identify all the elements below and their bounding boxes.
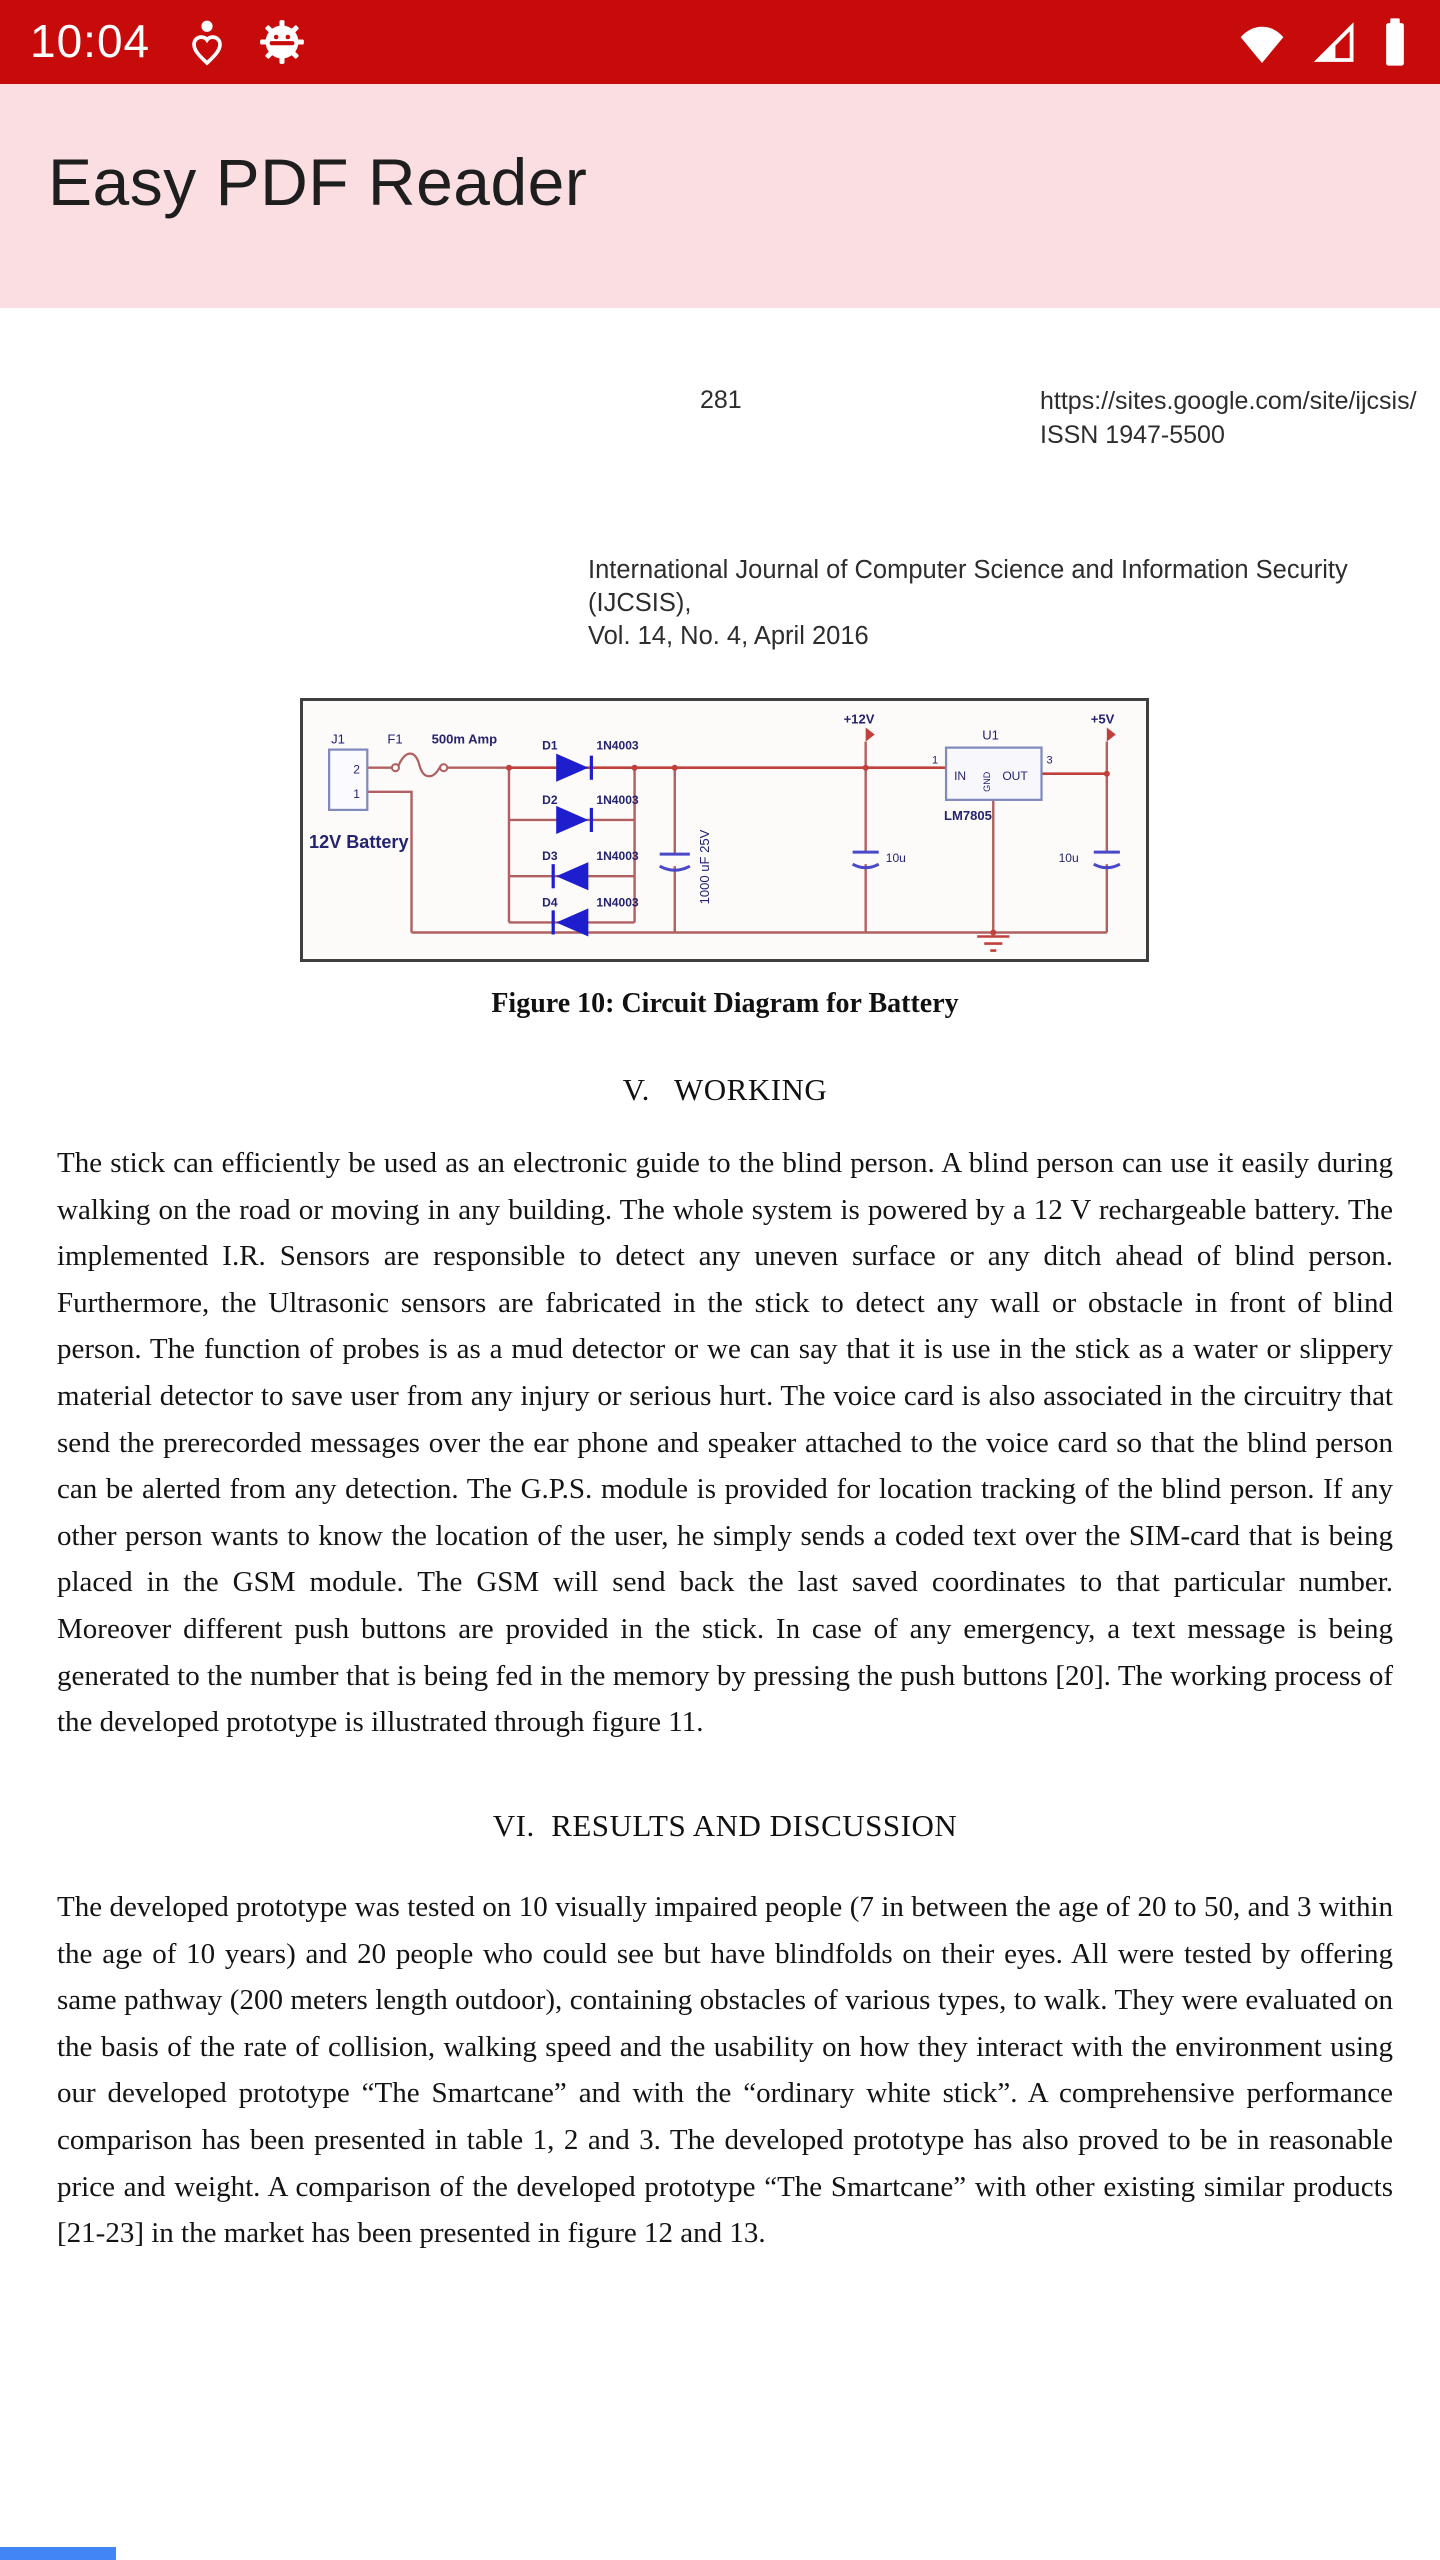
label-d3-type: 1N4003: [596, 849, 639, 864]
status-bar: [0, 0, 1440, 84]
label-reg-pin1: 1: [931, 754, 939, 767]
label-reg-in: IN: [954, 768, 967, 783]
figure-caption: Figure 10: Circuit Diagram for Battery: [491, 988, 959, 1019]
label-cap-main: 1000 uF 25V: [696, 829, 712, 905]
label-reg-out: OUT: [1002, 768, 1028, 783]
journal-issn: ISSN 1947-5500: [1040, 421, 1225, 449]
label-d3: D3: [542, 849, 558, 864]
label-cap-out: 10u: [1058, 851, 1079, 866]
journal-url-block: [1040, 384, 1417, 452]
app-title: Easy PDF Reader: [48, 145, 588, 219]
label-reg-part: LM7805: [944, 807, 992, 823]
heart-notification-icon: [186, 15, 228, 69]
journal-header: [588, 554, 1440, 653]
label-reg-gnd: GND: [982, 771, 993, 792]
page-number: 281: [700, 386, 742, 414]
label-d4-type: 1N4003: [596, 895, 639, 910]
app-bar: [0, 84, 1440, 308]
status-bar-clock: 10:04: [30, 15, 151, 67]
section-body-results: The developed prototype was tested on 10 visually impaired people (7 in between the age of 20 to 50, and 3 within the age of 10 years) and 20 people who could see but have blindfolds on their eyes. All were tested by offering same pathway (200 meters length outdoor), containing obstacles of various types, to walk. They were evaluated on the basis of the rate of collision, walking speed and the usability on how they interact with the environment using our developed prototype “The Smartcane” and with the “ordinary white stick”. A comprehensive performance comparison has been presented in table 1, 2 and 3. The developed prototype has also proved to be in reasonable price and weight. A comparison of the developed prototype “The Smartcane” with other existing similar products [21-23] in the market has been presented in figure 12 and 13.: [57, 1891, 1393, 2250]
circuit-figure-image: [300, 698, 1149, 962]
status-bar-system-icons: [1236, 16, 1410, 68]
label-j1-pin2: 2: [353, 762, 360, 777]
label-d1: D1: [542, 738, 558, 753]
cellular-signal-icon: [1310, 18, 1358, 66]
status-bar-notification-icons: [186, 15, 308, 69]
label-j1-pin1: 1: [353, 786, 360, 801]
label-d1-type: 1N4003: [596, 738, 639, 753]
label-f1: F1: [387, 731, 403, 747]
scroll-progress-indicator[interactable]: [0, 2547, 116, 2560]
journal-volume-line: Vol. 14, No. 4, April 2016: [588, 622, 869, 650]
journal-site-url: https://sites.google.com/site/ijcsis/: [1040, 387, 1417, 415]
battery-icon: [1380, 16, 1410, 68]
section-body-working: The stick can efficiently be used as an electronic guide to the blind person. A blind person can use it easily during walking on the road or moving in any building. The whole system is powered by a 12 V rechargeable battery. The implemented I.R. Sensors are responsible to detect any uneven surface or any ditch ahead of blind person. Furthermore, the Ultrasonic sensors are fabricated in the stick to detect any wall or obstacle in front of blind person. The function of probes is as a mud detector or we can say that it is use in the stick as a water or slippery material detector to save user from any injury or serious hurt. The voice card is also associated in the circuitry that send the prerecorded messages over the ear phone and speaker attached to the voice card so that the blind person can be alerted from any detection. The G.P.S. module is provided for location tracking of the blind person. If any other person wants to know the location of the user, he simply sends a coded text over the SIM-card that is being placed in the GSM module. The GSM will send back the last saved coordinates to that particular number. Moreover different push buttons are provided in the stick. In case of any emergency, a text message is being generated to the number that is being fed in the memory by pressing the push buttons [20]. The working process of the developed prototype is illustrated through figure 11.: [57, 1147, 1393, 1739]
label-reg-pin3: 3: [1046, 754, 1053, 767]
label-fuse-rating: 500m Amp: [431, 731, 498, 747]
wifi-icon: [1236, 20, 1288, 64]
label-u1: U1: [982, 727, 999, 743]
pdf-viewport[interactable]: [0, 308, 1440, 2560]
circuit-diagram-svg: [303, 701, 1146, 959]
android-system-notification-icon: [256, 16, 308, 68]
label-j1: J1: [331, 731, 345, 747]
section-heading-working: V. WORKING: [622, 1072, 828, 1107]
label-d2-type: 1N4003: [596, 792, 639, 807]
label-12v: +12V: [843, 711, 875, 727]
section-heading-results: VI. RESULTS AND DISCUSSION: [492, 1808, 958, 1843]
journal-title-line: International Journal of Computer Science and Information Security (IJCSIS),: [588, 556, 1348, 617]
label-d2: D2: [542, 792, 558, 807]
label-cap-in: 10u: [885, 851, 906, 866]
label-d4: D4: [542, 895, 558, 910]
label-battery: 12V Battery: [309, 832, 409, 853]
label-5v: +5V: [1090, 711, 1115, 727]
